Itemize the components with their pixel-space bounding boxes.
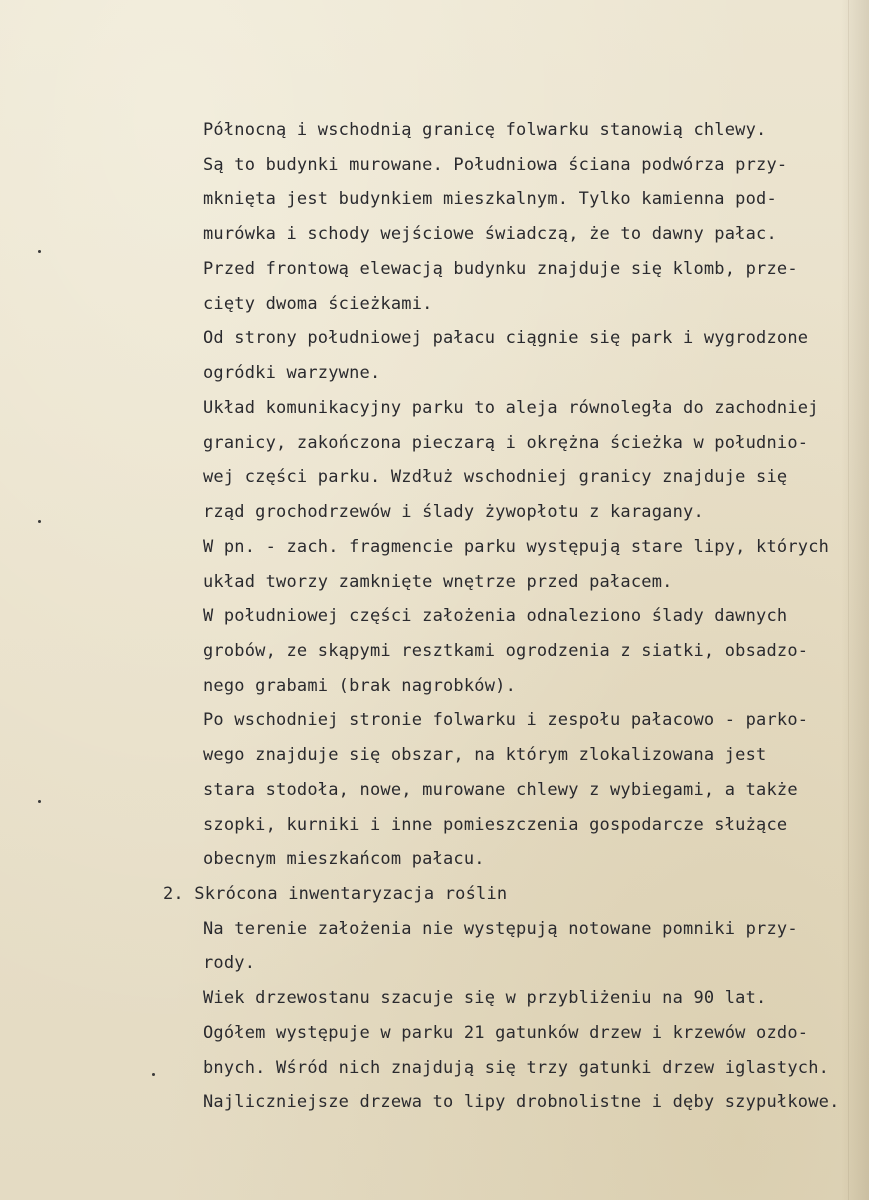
text-line: W południowej części założenia odnaleziono ślady dawnych bbox=[203, 606, 788, 626]
section-heading: 2. Skrócona inwentaryzacja roślin bbox=[163, 884, 508, 904]
text-line: Przed frontową elewacją budynku znajduje się klomb, prze- bbox=[203, 259, 798, 279]
text-line: szopki, kurniki i inne pomieszczenia gospodarcze służące bbox=[203, 815, 788, 835]
text-line: granicy, zakończona pieczarą i okrężna ścieżka w południo- bbox=[203, 433, 809, 453]
text-line: Ogółem występuje w parku 21 gatunków drzew i krzewów ozdo- bbox=[203, 1023, 809, 1043]
text-line: W pn. - zach. fragmencie parku występują stare lipy, których bbox=[203, 537, 830, 557]
text-line: Po wschodniej stronie folwarku i zespołu pałacowo - parko- bbox=[203, 710, 809, 730]
text-line: bnych. Wśród nich znajdują się trzy gatunki drzew iglastych. bbox=[203, 1058, 830, 1078]
text-line: układ tworzy zamknięte wnętrze przed pałacem. bbox=[203, 572, 673, 592]
text-line: grobów, ze skąpymi resztkami ogrodzenia z siatki, obsadzo- bbox=[203, 641, 809, 661]
text-line: wej części parku. Wzdłuż wschodniej granicy znajduje się bbox=[203, 467, 788, 487]
text-line: rody. bbox=[203, 953, 256, 973]
text-line: rząd grochodrzewów i ślady żywopłotu z karagany. bbox=[203, 502, 704, 522]
text-line: obecnym mieszkańcom pałacu. bbox=[203, 849, 485, 869]
text-line: nego grabami (brak nagrobków). bbox=[203, 676, 517, 696]
text-line: ogródki warzywne. bbox=[203, 363, 381, 383]
text-line: wego znajduje się obszar, na którym zlokalizowana jest bbox=[203, 745, 767, 765]
text-line: Od strony południowej pałacu ciągnie się park i wygrodzone bbox=[203, 328, 809, 348]
text-line: Na terenie założenia nie występują notowane pomniki przy- bbox=[203, 919, 798, 939]
text-line: Wiek drzewostanu szacuje się w przybliżeniu na 90 lat. bbox=[203, 988, 767, 1008]
text-line: Północną i wschodnią granicę folwarku stanowią chlewy. bbox=[203, 120, 767, 140]
text-line: Najliczniejsze drzewa to lipy drobnolistne i dęby szypułkowe. bbox=[203, 1092, 840, 1112]
text-line: cięty dwoma ścieżkami. bbox=[203, 294, 433, 314]
text-line: murówka i schody wejściowe świadczą, że to dawny pałac. bbox=[203, 224, 777, 244]
text-line: Są to budynki murowane. Południowa ściana podwórza przy- bbox=[203, 155, 788, 175]
text-line: Układ komunikacyjny parku to aleja równoległa do zachodniej bbox=[203, 398, 819, 418]
text-line: stara stodoła, nowe, murowane chlewy z wybiegami, a także bbox=[203, 780, 798, 800]
text-line: mknięta jest budynkiem mieszkalnym. Tylko kamienna pod- bbox=[203, 189, 777, 209]
